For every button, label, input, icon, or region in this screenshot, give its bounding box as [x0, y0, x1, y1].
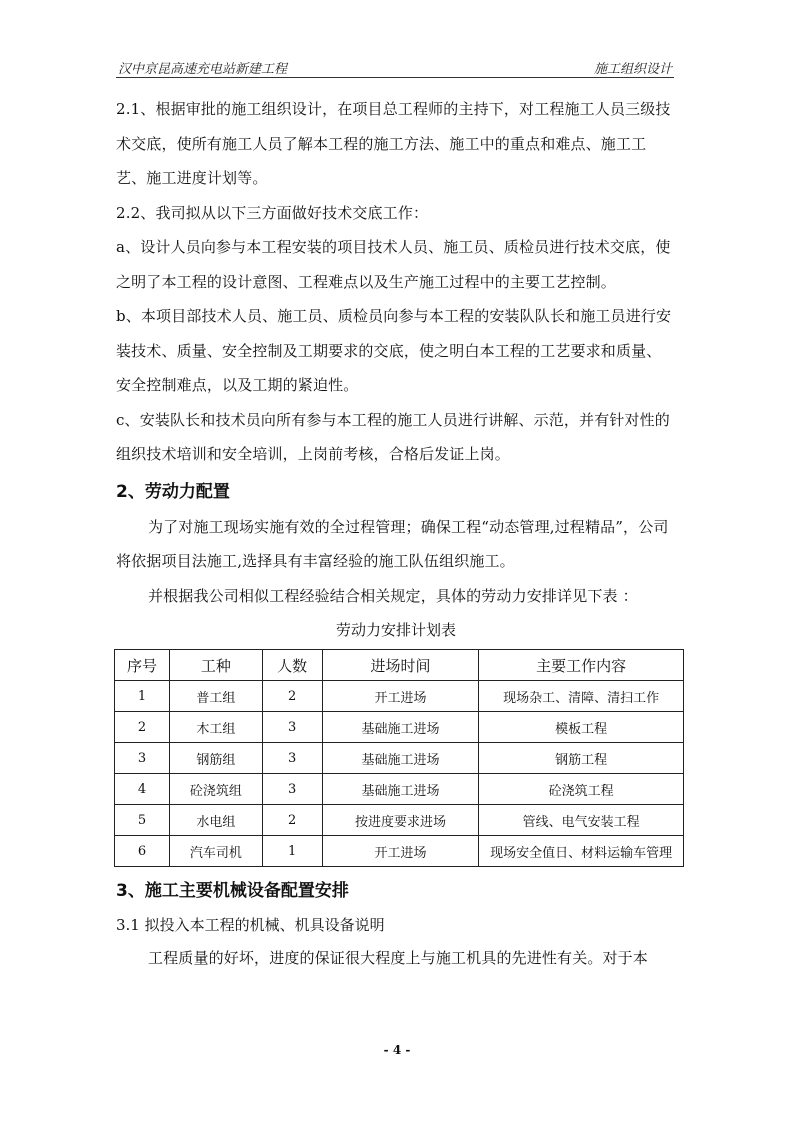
paragraph-a: a、设计人员向参与本工程安装的项目技术人员、施工员、质检员进行技术交底，使之明了本工程的设计意图、工程难点以及生产施工过程中的主要工艺控制。	[116, 238, 671, 291]
section-2-paragraph-1: 为了对施工现场实施有效的全过程管理；确保工程“动态管理,过程精品”，公司将依据项目法施工,选择具有丰富经验的施工队伍组织施工。	[116, 517, 669, 570]
cell-entry-time: 基础施工进场	[322, 712, 479, 743]
cell-trade: 砼浇筑组	[169, 774, 262, 805]
cell-count: 2	[262, 681, 322, 712]
cell-main-work: 现场杂工、清障、清扫工作	[479, 681, 684, 712]
cell-main-work: 现场安全值日、材料运输车管理	[479, 836, 684, 867]
cell-main-work: 钢筋工程	[479, 743, 684, 774]
paragraph-b: b、本项目部技术人员、施工员、质检员向参与本工程的安装队队长和施工员进行安装技术、质量、安全控制及工期要求的交底，使之明白本工程的工艺要求和质量、安全控制难点，以及工期的紧迫性。	[116, 307, 672, 394]
table-row	[115, 774, 684, 805]
header-main-work: 主要工作内容	[479, 650, 684, 681]
section-3-title: 3、施工主要机械设备配置安排	[116, 881, 349, 901]
cell-count: 3	[262, 712, 322, 743]
header-project-name: 汉中京昆高速充电站新建工程	[118, 62, 288, 77]
page-number: - 4 -	[383, 1043, 411, 1057]
cell-trade: 水电组	[169, 805, 262, 836]
cell-entry-time: 开工进场	[322, 836, 479, 867]
cell-seq: 4	[115, 774, 170, 805]
cell-count: 3	[262, 774, 322, 805]
section-2-title: 2、劳动力配置	[116, 481, 230, 502]
cell-seq: 5	[115, 805, 170, 836]
cell-seq: 1	[115, 681, 170, 712]
paragraph-2-1: 2.1、根据审批的施工组织设计，在项目总工程师的主持下，对工程施工人员三级技术交底，使所有施工人员了解本工程的施工方法、施工中的重点和难点、施工工艺、施工进度计划等。	[116, 100, 671, 187]
section-3-paragraph-1: 工程质量的好坏，进度的保证很大程度上与施工机具的先进性有关。对于本	[148, 949, 648, 967]
cell-main-work: 模板工程	[479, 712, 684, 743]
page-content	[116, 92, 676, 976]
cell-entry-time: 基础施工进场	[322, 743, 479, 774]
table-header-row	[115, 650, 684, 681]
paragraph-2-2: 2.2、我司拟从以下三方面做好技术交底工作：	[116, 203, 429, 222]
cell-main-work: 管线、电气安装工程	[479, 805, 684, 836]
header-seq: 序号	[115, 650, 170, 681]
table-row	[115, 743, 684, 774]
table-row	[115, 805, 684, 836]
cell-trade: 汽车司机	[169, 836, 262, 867]
cell-seq: 2	[115, 712, 170, 743]
cell-entry-time: 开工进场	[322, 681, 479, 712]
cell-count: 3	[262, 743, 322, 774]
cell-trade: 钢筋组	[169, 743, 262, 774]
header-rule	[116, 77, 674, 78]
table-row	[115, 836, 684, 867]
cell-count: 2	[262, 805, 322, 836]
section-2-paragraph-2: 并根据我公司相似工程经验结合相关规定，具体的劳动力安排详见下表 ：	[148, 586, 638, 605]
cell-count: 1	[262, 836, 322, 867]
cell-trade: 木工组	[169, 712, 262, 743]
header-count: 人数	[262, 650, 322, 681]
header-entry-time: 进场时间	[322, 650, 479, 681]
cell-entry-time: 按进度要求进场	[322, 805, 479, 836]
section-3-1-subheading: 3.1 拟投入本工程的机械、机具设备说明	[116, 916, 385, 934]
header-doc-type: 施工组织设计	[593, 62, 672, 77]
header-trade: 工种	[169, 650, 262, 681]
table-title: 劳动力安排计划表	[335, 621, 456, 639]
labor-table	[114, 649, 684, 867]
cell-seq: 6	[115, 836, 170, 867]
cell-entry-time: 基础施工进场	[322, 774, 479, 805]
cell-main-work: 砼浇筑工程	[479, 774, 684, 805]
table-row	[115, 681, 684, 712]
paragraph-c: c、安装队长和技术员向所有参与本工程的施工人员进行讲解、示范，并有针对性的组织技术培训和安全培训，上岗前考核，合格后发证上岗。	[116, 410, 670, 463]
cell-seq: 3	[115, 743, 170, 774]
cell-trade: 普工组	[169, 681, 262, 712]
table-row	[115, 712, 684, 743]
